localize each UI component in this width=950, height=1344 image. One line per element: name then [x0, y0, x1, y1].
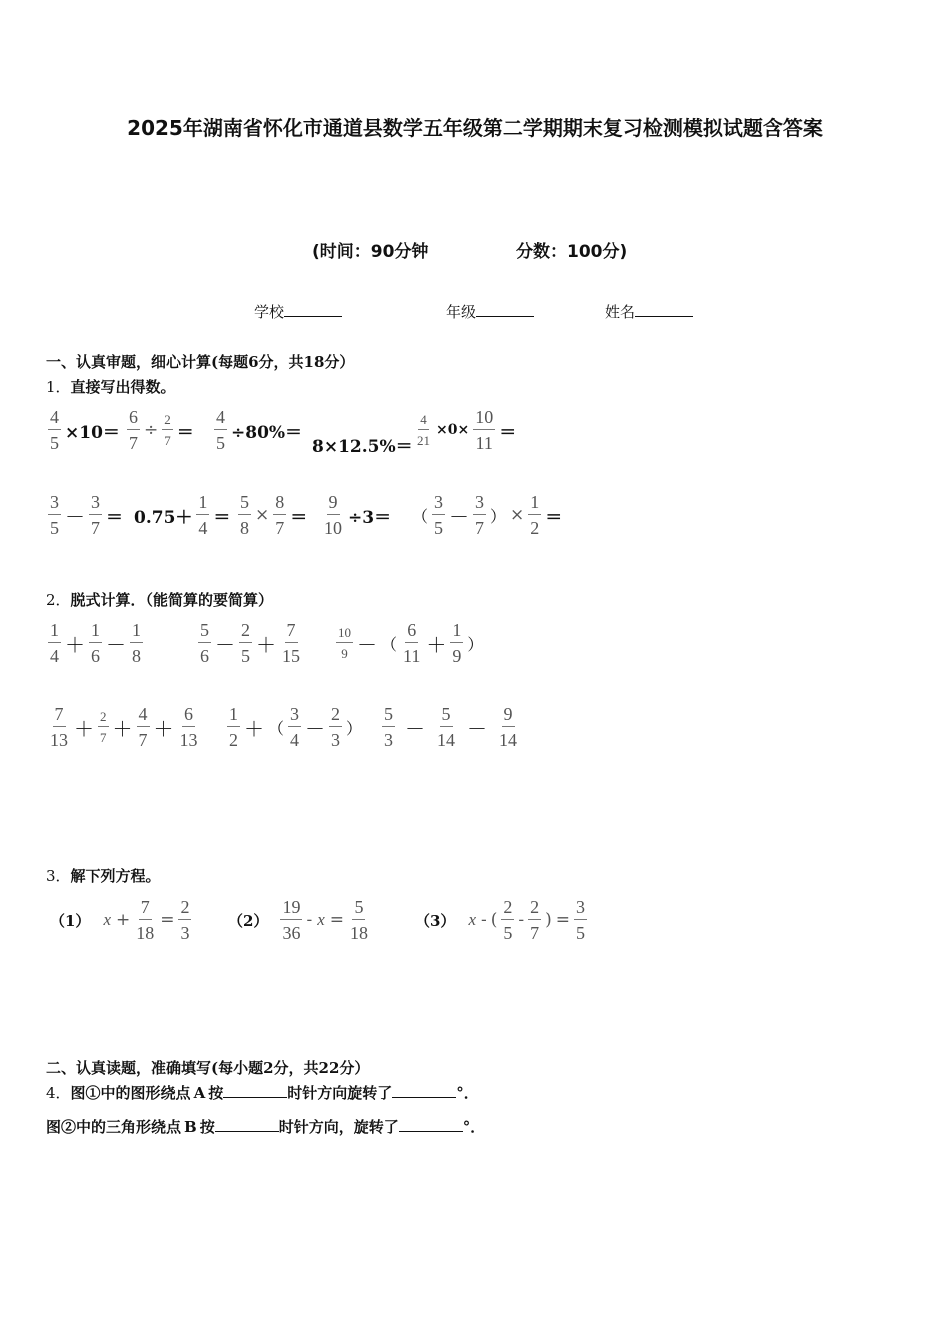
fraction: 2 7	[530, 897, 540, 943]
fraction: 19 36	[282, 897, 301, 943]
school-label: 学校	[254, 303, 285, 321]
fraction: $\frac{4}{21}$	[417, 412, 430, 448]
school-blank[interactable]	[284, 302, 342, 317]
fraction: $\frac{1}{2}$	[530, 492, 540, 538]
fraction: 4 7	[138, 704, 148, 750]
fraction: $\frac{10}{11}$	[475, 407, 494, 453]
angle-blank-1[interactable]	[392, 1083, 456, 1098]
grade-field[interactable]	[446, 301, 534, 322]
fraction: 7 13	[50, 704, 68, 750]
question-3: 3．解下列方程。	[46, 867, 161, 885]
q1-expr-4: 8×12.5%＝	[312, 437, 413, 457]
angle-blank-2[interactable]	[399, 1117, 463, 1132]
q1-expr-1: $\frac{4}{5}$ ×10＝	[50, 407, 120, 453]
fraction: 3 7	[475, 492, 485, 538]
fraction: 1 6	[91, 620, 100, 666]
name-label: 姓名	[605, 303, 636, 321]
fraction: 2 5	[503, 897, 513, 943]
q1-expr-3: $\frac{4}{5}$ ÷80%＝	[216, 407, 303, 453]
name-field[interactable]	[605, 301, 693, 322]
section2-heading: 二、认真读题，准确填写(每小题2分，共22分）	[46, 1059, 370, 1077]
equation-3: （3） x - ( 2 5 - 2 7 ) = $\frac{3}{5}$	[415, 897, 586, 943]
fraction: $\frac{5}{8}$	[240, 492, 249, 538]
fraction: 9 14	[499, 704, 517, 750]
fraction: 6 11	[403, 620, 421, 666]
fraction: $\frac{5}{18}$	[349, 897, 368, 943]
fraction: 2 7	[100, 709, 107, 745]
fraction: 1 4	[198, 492, 208, 538]
fraction: $\frac{3}{5}$	[576, 897, 586, 943]
name-blank[interactable]	[635, 302, 693, 317]
fraction: 7 15	[282, 620, 300, 666]
fraction: $\frac{7}{18}$	[136, 897, 155, 943]
q2-expr-6: 5 3 － 5 14 － 9 14	[384, 704, 517, 750]
direction-blank-2[interactable]	[215, 1117, 279, 1132]
fraction: 5 3	[384, 704, 393, 750]
question-4-line-2: 图②中的三角形绕点 B 按 时针方向，旋转了 °．	[46, 1118, 486, 1136]
fraction: $\frac{4}{5}$	[50, 407, 59, 453]
fraction: 6 13	[179, 704, 198, 750]
q2-expr-5: 1 2 ＋ （ 3 4 － 2 3 ）	[229, 704, 363, 750]
grade-label: 年级	[446, 303, 477, 321]
question-1: 1．直接写出得数。	[46, 378, 176, 396]
fraction: 2 3	[331, 704, 341, 750]
exam-score: 分数：100分)	[516, 242, 628, 262]
fraction: $\frac{2}{7}$	[164, 412, 171, 448]
q2-expr-1: 1 4 ＋ 1 6 － 1 8	[50, 620, 141, 666]
fraction: 5 6	[200, 620, 209, 666]
fraction: 3 5	[434, 492, 444, 538]
equation-1: （1） x + $\frac{7}{18}$ = $\frac{2}{3}$	[50, 897, 190, 943]
equation-2: （2） 19 36 - x = $\frac{5}{18}$	[228, 897, 368, 943]
fraction: 3 4	[290, 704, 300, 750]
fraction: $\frac{9}{10}$	[324, 492, 342, 538]
question-4-line-1: 4．图①中的图形绕点 A 按 时针方向旋转了 °．	[46, 1084, 479, 1102]
q2-expr-4: 7 13 ＋ 2 7 ＋ 4 7 ＋ 6 13	[50, 704, 198, 750]
fraction: $\frac{2}{3}$	[180, 897, 190, 943]
q1-expr-8: $\frac{5}{8}$ × $\frac{8}{7}$ ＝	[240, 492, 308, 538]
grade-blank[interactable]	[476, 302, 534, 317]
q2-expr-2: 5 6 － 2 5 ＋ 7 15	[200, 620, 300, 666]
fraction: 1 4	[50, 620, 59, 666]
q1-expr-9: $\frac{9}{10}$ ÷3＝	[324, 492, 392, 538]
fraction: 2 5	[241, 620, 250, 666]
direction-blank-1[interactable]	[223, 1083, 287, 1098]
q1-expr-5: $\frac{4}{21}$ ×0× $\frac{10}{11}$ ＝	[417, 407, 517, 453]
fraction: 1 2	[229, 704, 238, 750]
document-title: 2025年湖南省怀化市通道县数学五年级第二学期期末复习检测模拟试题含答案	[127, 116, 823, 140]
fraction: 3 7	[91, 492, 100, 538]
fraction: $\frac{8}{7}$	[275, 492, 285, 538]
q1-expr-10: （ 3 5 － 3 7 ） × $\frac{1}{2}$ ＝	[412, 492, 563, 538]
q1-expr-7: 0.75＋ 1 4 ＝	[134, 492, 231, 538]
fraction: $\frac{4}{5}$	[216, 407, 225, 453]
school-field[interactable]	[254, 301, 342, 322]
q1-expr-2: $\frac{6}{7}$ ÷ $\frac{2}{7}$ ＝	[129, 407, 194, 453]
question-2: 2．脱式计算．（能简算的要简算）	[46, 591, 274, 609]
fraction: 10 9	[338, 625, 351, 661]
exam-time: (时间：90分钟	[312, 242, 429, 262]
q1-expr-6: 3 5 － 3 7 ＝	[50, 492, 123, 538]
q2-expr-3: 10 9 － （ 6 11 ＋ 1 9 ）	[338, 620, 484, 666]
section1-heading: 一、认真审题，细心计算(每题6分，共18分）	[46, 353, 355, 371]
fraction: 3 5	[50, 492, 59, 538]
fraction: 5 14	[437, 704, 455, 750]
fraction: 1 8	[132, 620, 141, 666]
fraction: 1 9	[452, 620, 462, 666]
fraction: $\frac{6}{7}$	[129, 407, 138, 453]
